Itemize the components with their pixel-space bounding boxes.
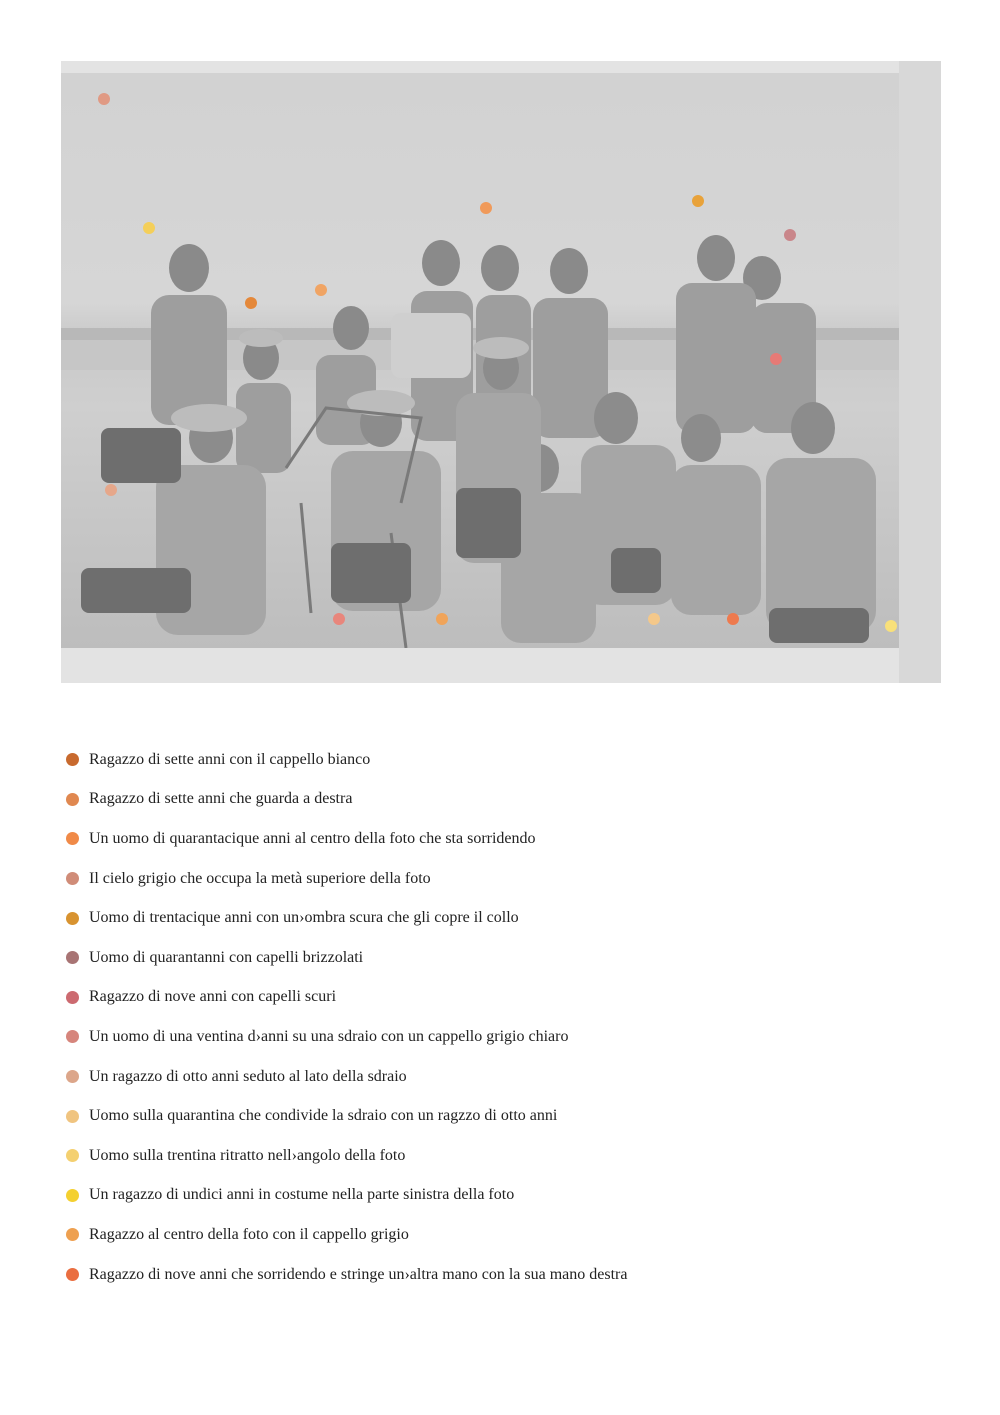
legend-color-dot — [66, 991, 79, 1004]
legend-color-dot — [66, 1110, 79, 1123]
photo-marker-dot — [245, 297, 257, 309]
legend-label: Uomo di quarantanni con capelli brizzolati — [89, 948, 364, 966]
photo-marker-dot — [885, 620, 897, 632]
legend-color-dot — [66, 1268, 79, 1281]
legend-item — [66, 1057, 946, 1097]
legend-color-dot — [66, 1070, 79, 1083]
legend-item — [66, 819, 946, 859]
photo-marker-dot — [436, 613, 448, 625]
legend-item — [66, 859, 946, 899]
photo-marker-dot — [143, 222, 155, 234]
legend-label: Ragazzo di sette anni con il cappello bianco — [89, 750, 371, 768]
legend-label: Un uomo di quarantacique anni al centro della foto che sta sorridendo — [89, 829, 536, 847]
legend-item — [66, 1136, 946, 1176]
legend-item — [66, 1176, 946, 1216]
photo-marker-dot — [784, 229, 796, 241]
legend-color-dot — [66, 1030, 79, 1043]
photo-border — [899, 61, 941, 683]
legend — [66, 740, 946, 1294]
photo-marker-dot — [692, 195, 704, 207]
legend-color-dot — [66, 1149, 79, 1162]
legend-item — [66, 1017, 946, 1057]
legend-item — [66, 1215, 946, 1255]
legend-item — [66, 898, 946, 938]
legend-color-dot — [66, 753, 79, 766]
legend-label: Uomo di trentacique anni con un›ombra scura che gli copre il collo — [89, 909, 519, 927]
photo-frame — [61, 61, 941, 683]
legend-color-dot — [66, 912, 79, 925]
legend-color-dot — [66, 951, 79, 964]
legend-label: Uomo sulla quarantina che condivide la sdraio con un ragzzo di otto anni — [89, 1107, 558, 1125]
photo-marker-dot — [727, 613, 739, 625]
photo-marker-dot — [648, 613, 660, 625]
legend-color-dot — [66, 832, 79, 845]
photo-marker-dot — [770, 353, 782, 365]
legend-label: Ragazzo di nove anni con capelli scuri — [89, 988, 337, 1006]
legend-label: Uomo sulla trentina ritratto nell›angolo della foto — [89, 1146, 406, 1164]
legend-label: Il cielo grigio che occupa la metà superiore della foto — [89, 869, 431, 887]
photo-marker-dot — [105, 484, 117, 496]
legend-item — [66, 1096, 946, 1136]
legend-color-dot — [66, 1189, 79, 1202]
legend-item — [66, 938, 946, 978]
legend-label: Un ragazzo di otto anni seduto al lato della sdraio — [89, 1067, 407, 1085]
legend-label: Ragazzo di nove anni che sorridendo e stringe un›altra mano con la sua mano destra — [89, 1265, 628, 1283]
legend-label: Un ragazzo di undici anni in costume nella parte sinistra della foto — [89, 1186, 515, 1204]
photo-marker-dot — [98, 93, 110, 105]
legend-color-dot — [66, 1228, 79, 1241]
legend-color-dot — [66, 872, 79, 885]
legend-item — [66, 978, 946, 1018]
legend-item — [66, 780, 946, 820]
photo-marker-dot — [315, 284, 327, 296]
legend-item — [66, 1255, 946, 1295]
legend-label: Un uomo di una ventina d›anni su una sdraio con un cappello grigio chiaro — [89, 1027, 569, 1045]
photo-marker-dot — [333, 613, 345, 625]
legend-label: Ragazzo al centro della foto con il cappello grigio — [89, 1225, 409, 1243]
legend-label: Ragazzo di sette anni che guarda a destra — [89, 790, 353, 808]
photo-marker-dot — [480, 202, 492, 214]
legend-color-dot — [66, 793, 79, 806]
legend-item — [66, 740, 946, 780]
